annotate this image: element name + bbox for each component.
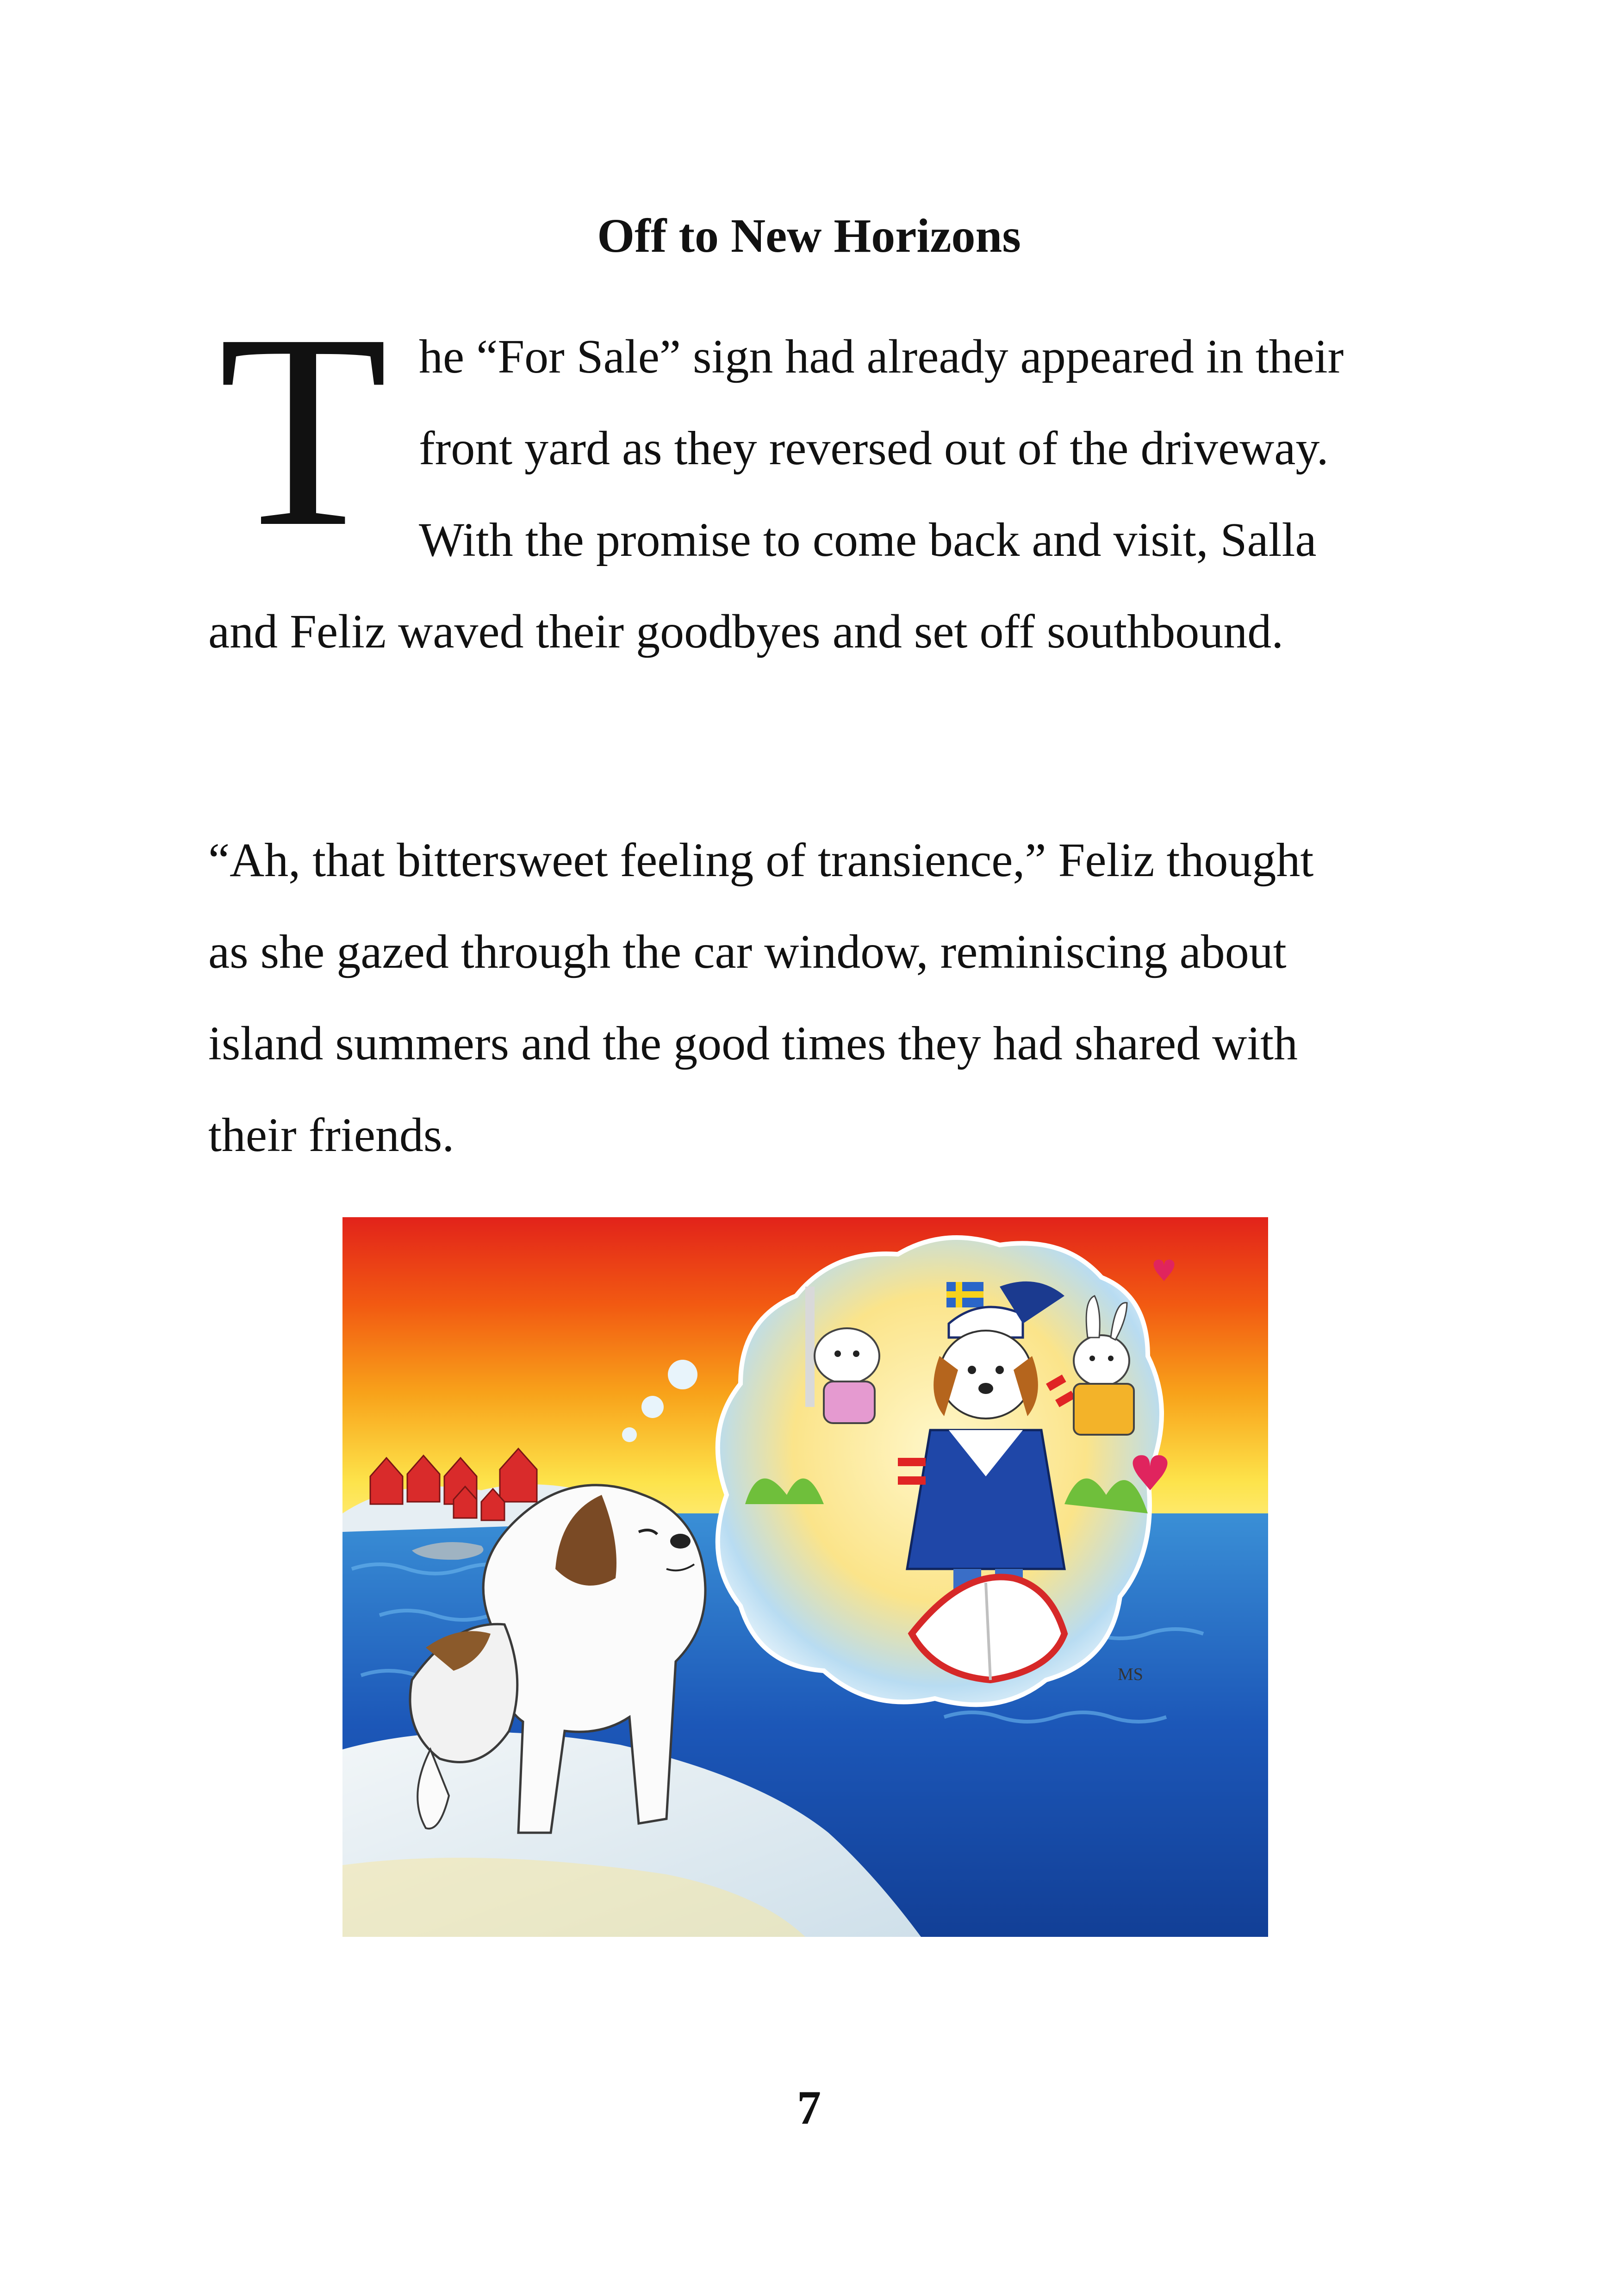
paragraph-1-line: With the promise to come back and visit, Salla xyxy=(419,513,1317,566)
paragraph-2-line: as she gazed through the car window, reminiscing about xyxy=(208,925,1287,978)
paragraph-2-line: their friends. xyxy=(208,1108,454,1162)
paragraph-1-line: front yard as they reversed out of the driveway. xyxy=(419,422,1329,475)
paragraph-2-line: island summers and the good times they had shared with xyxy=(208,1017,1298,1070)
paragraph-1-line: and Feliz waved their goodbyes and set off southbound. xyxy=(208,605,1284,658)
page-number: 7 xyxy=(797,2081,821,2134)
paragraph-2-line: “Ah, that bittersweet feeling of transience,” Feliz thought xyxy=(208,834,1314,887)
illustration xyxy=(342,1217,1268,1937)
artist-signature: MS xyxy=(1118,1665,1143,1684)
chapter-title: Off to New Horizons xyxy=(597,209,1021,262)
paragraph-1-line: he “For Sale” sign had already appeared in their xyxy=(419,330,1344,383)
drop-cap: T xyxy=(218,276,388,584)
